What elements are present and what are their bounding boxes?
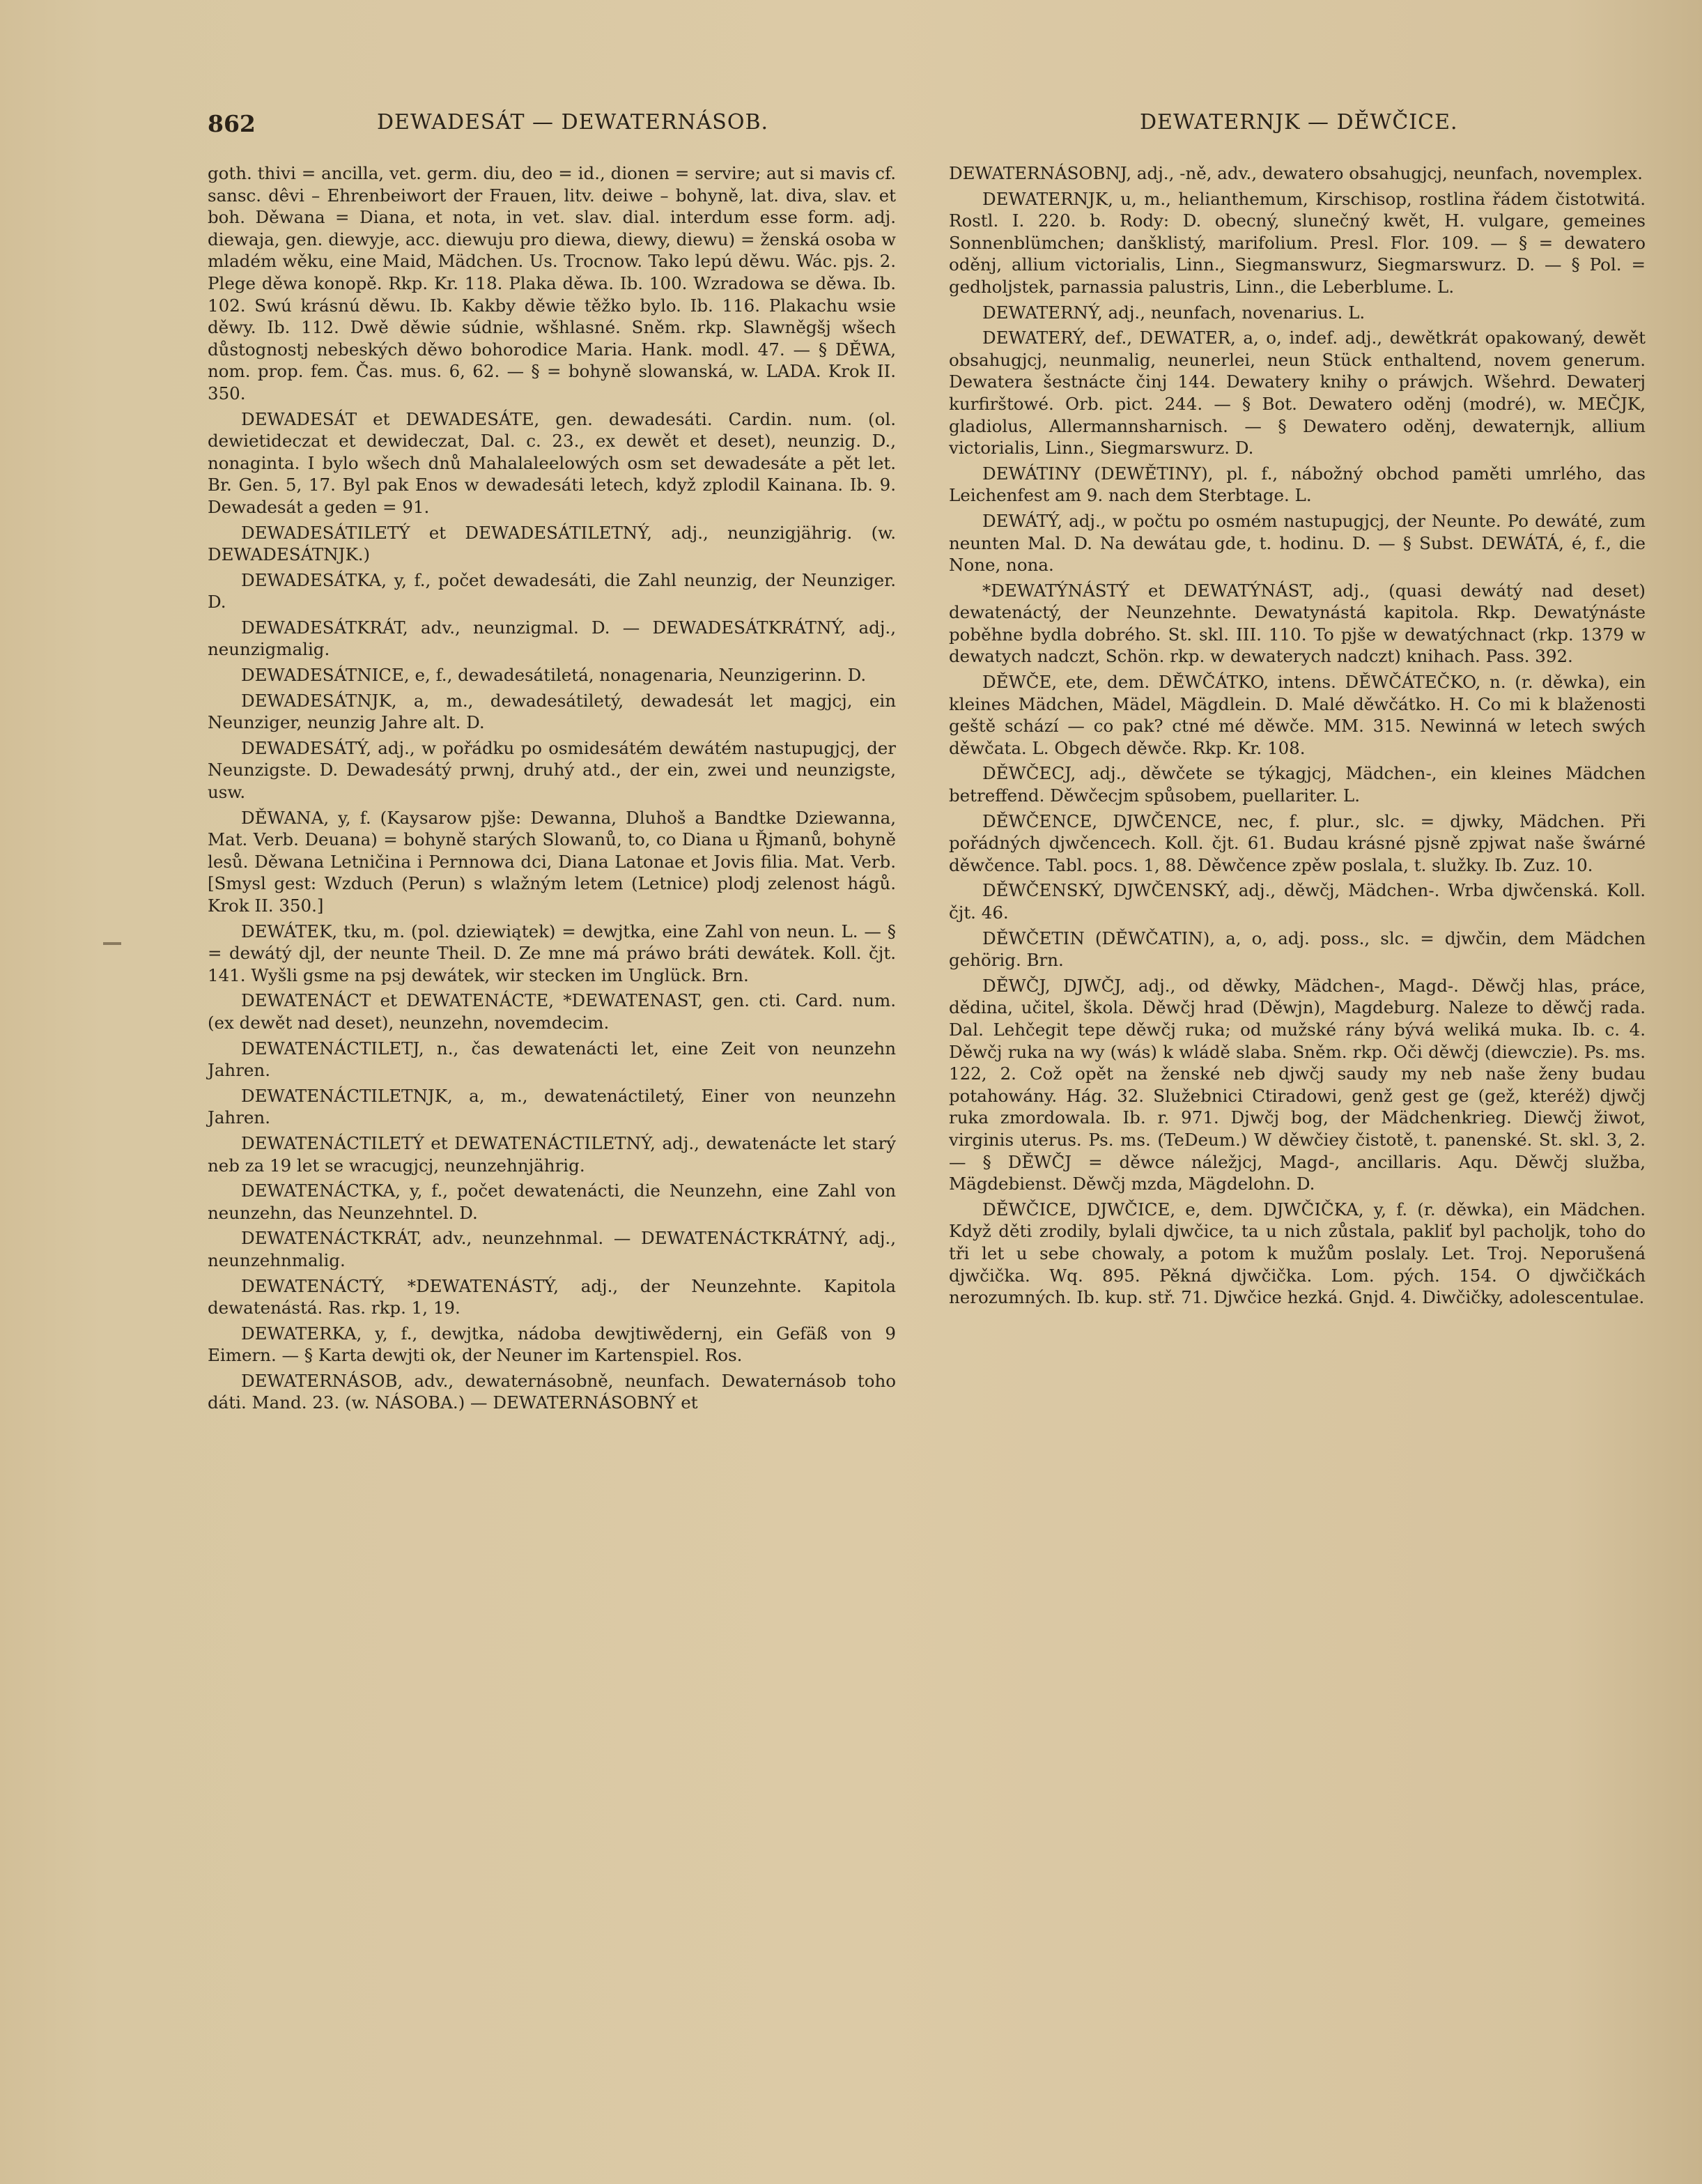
entry-paragraph: DĚWČETIN (DĚWČATIN), a, o, adj. poss., slc. = djwčin, dem Mädchen gehörig. Brn.: [949, 928, 1646, 971]
left-column: [208, 162, 896, 1417]
entry-paragraph: DEWÁTÝ, adj., w počtu po osmém nastupugjcj, der Neunte. Po dewáté, zum neunten Mal. D. Na dewátau gde, t. hodinu. D. — § Subst. DEWÁTÁ, é, f., die None, nona.: [949, 510, 1646, 576]
entry-paragraph: DEWÁTINY (DEWĚTINY), pl. f., nábožný obchod paměti umrlého, das Leichenfest am 9. nach dem Sterbtage. L.: [949, 463, 1646, 506]
entry-paragraph: DĚWČENSKÝ, DJWČENSKÝ, adj., děwčj, Mädchen-. Wrba djwčenská. Koll. čjt. 46.: [949, 880, 1646, 923]
entry-paragraph: DEWATERÝ, def., DEWATER, a, o, indef. adj., dewětkrát opakowaný, dewět obsahugjcj, neunmalig, neunerlei, neun Stück enthaltend, novem generum. Dewatera šestnácte činj 144. Dewatery knihy o práwjch. Wšehrd. Dewaterj kurfirštowé. Orb. pict. 244. — § Bot. Dewatero oděnj (modré), w. MEČJK, gladiolus, Allermannsharnisch. — § Dewatero oděnj, dewaternjk, allium victorialis, Linn., Siegmarswurz. D.: [949, 328, 1646, 459]
entry-paragraph: DEWATENÁCTKRÁT, adv., neunzehnmal. — DEWATENÁCTKRÁTNÝ, adj., neunzehnmalig.: [208, 1228, 896, 1270]
entry-paragraph: DĚWČECJ, adj., děwčete se týkagjcj, Mädchen-, ein kleines Mädchen betreffend. Děwčecjm spůsobem, puellariter. L.: [949, 763, 1646, 806]
entry-paragraph: DEWADESÁTÝ, adj., w pořádku po osmidesátém dewátém nastupugjcj, der Neunzigste. D. Dewadesátý prwnj, druhý atd., der ein, zwei und neunzigste, usw.: [208, 737, 896, 803]
entry-paragraph: DĚWČJ, DJWČJ, adj., od děwky, Mädchen-, Magd-. Děwčj hlas, práce, dědina, učitel, škola. Děwčj hrad (Děwjn), Magdeburg. Naleze to děwčj rada. Dal. Lehčegit tepe děwčj ruka; od mužské rány bývá weliká muka. Ib. c. 4. Děwčj ruka na wy (wás) k wládě slaba. Sněm. rkp. Oči děwčj (diewczie). Ps. ms. 122, 2. Což opět na ženské neb djwčj saudy my neb naše ženy budau potahowány. Hág. 32. Služebnici Ctiradowi, genž gest ge (gež, kteréž) djwčj ruka zmordowala. Ib. r. 971. Djwčj bog, der Mädchenkrieg. Diewčj žiwot, virginis uterus. Ps. ms. (TeDeum.) W děwčiey čistotě, t. panenské. St. skl. 3, 2. — § DĚWČJ = děwce náležjcj, Magd-, ancillaris. Aqu. Děwčj služba, Mägdebienst. Děwčj mzda, Mägdelohn. D.: [949, 975, 1646, 1194]
entry-paragraph: DEWATENÁCTILETÝ et DEWATENÁCTILETNÝ, adj., dewatenácte let starý neb za 19 let se wracugjcj, neunzehnjährig.: [208, 1132, 896, 1176]
entry-paragraph: DEWADESÁTNICE, e, f., dewadesátiletá, nonagenaria, Neunzigerinn. D.: [241, 665, 867, 686]
entry-paragraph: DEWATERNÝ, adj., neunfach, novenarius. L.: [982, 302, 1366, 323]
margin-mark: [103, 942, 121, 945]
entry-paragraph: DEWATERNÁSOBNJ, adj., -ně, adv., dewatero obsahugjcj, neunfach, novemplex.: [949, 163, 1643, 183]
entry-paragraph: DEWATERNÁSOB, adv., dewaternásobně, neunfach. Dewaternásob toho dáti. Mand. 23. (w. NÁSOBA.) — DEWATERNÁSOBNÝ et: [208, 1370, 896, 1413]
entry-paragraph: goth. thivi = ancilla, vet. germ. diu, deo = id., dionen = servire; aut si mavis cf. sansc. dêvi – Ehrenbeiwort der Frauen, litv. deiwe – bohyně, lat. diva, slav. et boh. Děwana = Diana, et nota, in vet. slav. dial. interdum esse form. adj. diewaja, gen. diewyje, acc. diewuju pro diewa, diewy, diewu) = ženská osoba w mladém wěku, eine Maid, Mädchen. Us. Trocnow. Tako lepú děwu. Wác. pjs. 2. Plege děwa konopě. Rkp. Kr. 118. Plaka děwa. Ib. 100. Wzradowa se děwa. Ib. 102. Swú krásnú děwu. Ib. Kakby děwie těžko bylo. Ib. 116. Plakachu wsie děwy. Ib. 112. Dwě děwie súdnie, wšhlasné. Sněm. rkp. Slawněgšj wšech důstognostj nebeských děwo bohorodice Maria. Hank. modl. 47. — § DĚWA, nom. prop. fem. Čas. mus. 6, 62. — § = bohyně slowanská, w. LADA. Krok II. 350.: [208, 163, 896, 403]
entry-paragraph: DEWADESÁTKRÁT, adv., neunzigmal. D. — DEWADESÁTKRÁTNÝ, adj., neunzigmalig.: [208, 617, 896, 660]
entry-paragraph: DEWATENÁCT et DEWATENÁCTE, *DEWATENAST, gen. cti. Card. num. (ex dewět nad deset), neunzehn, novemdecim.: [208, 990, 896, 1033]
entry-paragraph: DĚWČENCE, DJWČENCE, nec, f. plur., slc. = djwky, Mädchen. Při pořádných djwčencech. Koll. čjt. 61. Budau krásné pjsně zpjwat naše šwárné děwčence. Tabl. pocs. 1, 88. Děwčence zpěw poslala, t. služky. Ib. Zuz. 10.: [949, 810, 1646, 875]
right-column: [949, 162, 1646, 1312]
entry-paragraph: DEWATENÁCTÝ, *DEWATENÁSTÝ, adj., der Neunzehnte. Kapitola dewatenástá. Ras. rkp. 1, 19.: [208, 1275, 896, 1318]
right-running-title: DEWATERNJK — DĚWČICE.: [1140, 110, 1458, 134]
left-running-title: DEWADESÁT — DEWATERNÁSOB.: [377, 110, 769, 134]
entry-paragraph: DEWÁTEK, tku, m. (pol. dziewiątek) = dewjtka, eine Zahl von neun. L. — § = dewátý djl, der neunte Theil. D. Ze mne má práwo bráti dewátek. Koll. čjt. 141. Wyšli gsme na psj dewátek, wir stecken im Unglück. Brn.: [208, 921, 896, 985]
entry-paragraph: *DEWATÝNÁSTÝ et DEWATÝNÁST, adj., (quasi dewátý nad deset) dewatenáctý, der Neunzehnte. Dewatynástá kapitola. Rkp. Dewatýnáste poběhne bydla dobrého. St. skl. III. 110. To pjše w dewatýchnact (rkp. 1379 w dewatych nadczt, Schön. rkp. w dewaterych nadczt) knihach. Pass. 392.: [949, 580, 1646, 667]
entry-paragraph: DĚWČICE, DJWČICE, e, dem. DJWČIČKA, y, f. (r. děwka), ein Mädchen. Když děti zrodily, bylali djwčice, ta u nich zůstala, pakliť byl pacholjk, toho do tři let u sebe chowaly, a potom k mužům poslaly. Let. Troj. Neporušená djwčička. Wq. 895. Pěkná djwčička. Lom. pých. 154. O djwčičkách nerozumných. Ib. kup. stř. 71. Djwčice hezká. Gnjd. 4. Diwčičky, adolescentulae.: [949, 1199, 1646, 1308]
entry-paragraph: DEWADESÁTNJK, a, m., dewadesátiletý, dewadesát let magjcj, ein Neunziger, neunzig Jahre alt. D.: [208, 690, 896, 733]
entry-paragraph: DĚWČE, ete, dem. DĚWČÁTKO, intens. DĚWČÁTEČKO, n. (r. děwka), ein kleines Mädchen, Mädel, Mägdlein. D. Malé děwčátko. H. Co mi k blaženosti geště schází — co pak? ctné mé děwče. MM. 315. Newinná w letech swých děwčata. L. Obgech děwče. Rkp. Kr. 108.: [949, 672, 1646, 758]
page-number: 862: [208, 110, 256, 137]
entry-paragraph: DEWATENÁCTILETJ, n., čas dewatenácti let, eine Zeit von neunzehn Jahren.: [208, 1038, 896, 1081]
entry-paragraph: DEWADESÁTKA, y, f., počet dewadesáti, die Zahl neunzig, der Neunziger. D.: [208, 569, 896, 613]
entry-paragraph: DEWATERNJK, u, m., helianthemum, Kirschisop, rostlina řádem čistotwitá. Rostl. I. 220. b. Rody: D. obecný, slunečný kwět, H. vulgare, gemeines Sonnenblümchen; danšklistý, marifolium. Presl. Flor. 109. — § = dewatero oděnj, allium victorialis, Linn., Siegmanswurz, Siegmarswurz. D. — § Pol. = gedholjstek, parnassia palustris, Linn., die Leberblume. L.: [949, 188, 1646, 297]
entry-paragraph: DĚWANA, y, f. (Kaysarow pjše: Dewanna, Dluhoš a Bandtke Dziewanna, Mat. Verb. Deuana) = bohyně starých Slowanů, to, co Diana u Řjmanů, bohyně lesů. Děwana Letničina i Pernnowa dci, Diana Latonae et Jovis filia. Mat. Verb. [Smysl gest: Wzduch (Perun) s wlažným letem (Letnice) plodj zelenost hágů. Krok II. 350.]: [208, 807, 896, 916]
entry-paragraph: DEWATERKA, y, f., dewjtka, nádoba dewjtiwědernj, ein Gefäß von 9 Eimern. — § Karta dewjti ok, der Neuner im Kartenspiel. Ros.: [208, 1323, 896, 1366]
entry-paragraph: DEWADESÁT et DEWADESÁTE, gen. dewadesáti. Cardin. num. (ol. dewietideczat et dewideczat, Dal. c. 23., ex dewět et deset), neunzig. D., nonaginta. I bylo wšech dnů Mahalaleelowých osm set dewadesáte a pět let. Br. Gen. 5, 17. Byl pak Enos w dewadesáti letech, když zplodil Kainana. Ib. 9. Dewadesát a geden = 91.: [208, 408, 896, 517]
page-header: [208, 110, 1641, 138]
entry-paragraph: DEWATENÁCTKA, y, f., počet dewatenácti, die Neunzehn, eine Zahl von neunzehn, das Neunzehntel. D.: [208, 1181, 896, 1223]
entry-paragraph: DEWADESÁTILETÝ et DEWADESÁTILETNÝ, adj., neunzigjährig. (w. DEWADESÁTNJK.): [208, 522, 896, 565]
entry-paragraph: DEWATENÁCTILETNJK, a, m., dewatenáctiletý, Einer von neunzehn Jahren.: [208, 1085, 896, 1128]
